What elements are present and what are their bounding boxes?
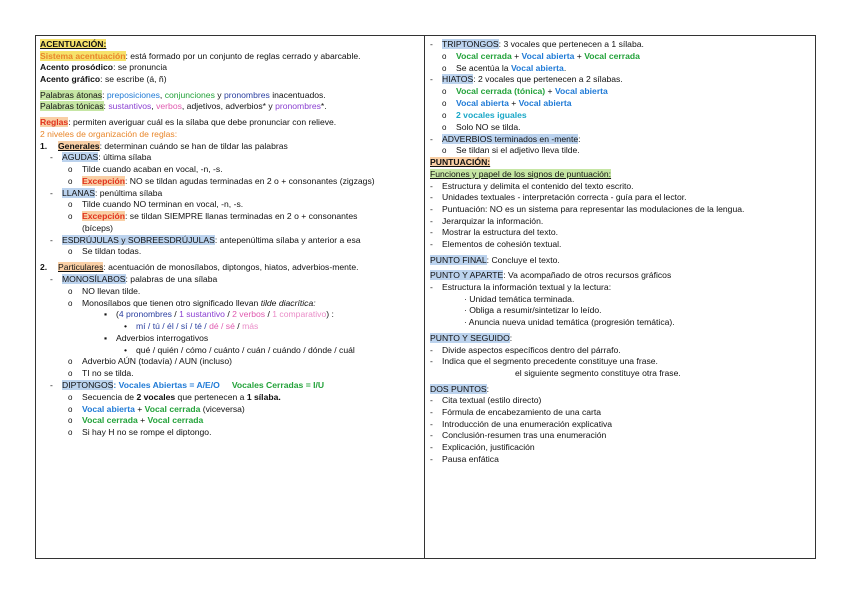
funciones-item-2: - Unidades textuales - interpretación correcta - guía para el lector. (430, 192, 687, 203)
punto-seguido-item-2: - Indica que el segmento precedente constituye una frase. (430, 356, 658, 367)
triptongos-item-1: o Vocal cerrada + Vocal abierta + Vocal cerrada (442, 50, 640, 61)
punto-seguido-item-2-cont: el siguiente segmento constituye otra frase. (515, 367, 681, 378)
funciones-title: Funciones y papel de los signos de puntuación: (430, 168, 612, 179)
agudas-item-2: o Excepción: NO se tildan agudas terminadas en 2 o + consonantes (zigzags) (68, 175, 375, 186)
monosilabos-item-2: o Monosílabos que tienen otro significado llevan tilde diacrítica: (68, 297, 316, 308)
funciones-item-3: - Puntuación: NO es un sistema para representar las modulaciones de la lengua. (430, 203, 745, 214)
sistema-line: Sistema acentuación: está formado por un conjunto de reglas cerrado y abarcable. (40, 50, 361, 61)
reglas-line: Reglas: permiten averiguar cuál es la sílaba que debe pronunciar con relieve. (40, 117, 337, 128)
diptongos-item-4: o Si hay H no se rompe el diptongo. (68, 427, 212, 438)
llanas-item-2-cont: (bíceps) (82, 223, 114, 234)
punto-seguido-line: PUNTO Y SEGUIDO: (430, 332, 513, 343)
diacritica-words: • mí / tú / él / sí / té / dé / sé / más (124, 321, 259, 332)
prosodico-line: Acento prosódico: se pronuncia (40, 62, 168, 73)
particulares-line: 2. Particulares: acentuación de monosílabos, diptongos, hiatos, adverbios-mente. (40, 262, 359, 273)
generales-line: 1. Generales: determinan cuándo se han de tildar las palabras (40, 140, 288, 151)
punto-aparte-sub-3: · Anuncia nueva unidad temática (progresión temática). (464, 317, 675, 328)
adverbios-mente-item: o Se tildan si el adjetivo lleva tilde. (442, 145, 580, 156)
diptongos-item-2: o Vocal abierta + Vocal cerrada (viceversa) (68, 403, 245, 414)
hiatos-item-1: o Vocal cerrada (tónica) + Vocal abierta (442, 86, 608, 97)
llanas-item-1: o Tilde cuando NO terminan en vocal, -n, -s. (68, 199, 244, 210)
funciones-item-5: - Mostrar la estructura del texto. (430, 227, 559, 238)
triptongos-line: - TRIPTONGOS: 3 vocales que pertenecen a 1 sílaba. (430, 39, 644, 49)
diacritica-categories: ▪ (4 pronombres / 1 sustantivo / 2 verbos / 1 comparativo) : (104, 309, 334, 320)
monosilabos-item-1: o NO llevan tilde. (68, 285, 141, 296)
dos-puntos-item-5: - Explicación, justificación (430, 442, 535, 452)
funciones-item-1: - Estructura y delimita el contenido del texto escrito. (430, 180, 634, 191)
dos-puntos-item-2: - Fórmula de encabezamiento de una carta (430, 406, 602, 417)
adverbios-interrogativos: ▪ Adverbios interrogativos (104, 332, 209, 343)
punto-aparte-line: PUNTO Y APARTE: Va acompañado de otros recursos gráficos (430, 270, 672, 281)
hiatos-item-4: o Solo NO se tilda. (442, 121, 521, 132)
punto-aparte-item: - Estructura la información textual y la lectura: (430, 282, 612, 293)
monosilabos-item-ti: o TI no se tilda. (68, 368, 134, 379)
diptongos-line: - DIPTONGOS: Vocales Abiertas = A/E/O Vocales Cerradas = I/U (50, 379, 325, 390)
triptongos-item-2: o Se acentúa la Vocal abierta. (442, 62, 567, 73)
hiatos-item-3: o 2 vocales iguales (442, 109, 527, 120)
punto-final-line: PUNTO FINAL: Concluye el texto. (430, 254, 560, 265)
llanas-item-2: o Excepción: se tildan SIEMPRE llanas terminadas en 2 o + consonantes (68, 211, 358, 222)
esdrujulas-item-1: o Se tildan todas. (68, 246, 142, 257)
acentuacion-title: ACENTUACIÓN: (40, 39, 107, 49)
esdrujulas-line: - ESDRÚJULAS y SOBREESDRÚJULAS: antepenúltima sílaba y anterior a esa (50, 234, 361, 245)
funciones-item-4: - Jerarquizar la información. (430, 215, 544, 226)
hiatos-line: - HIATOS: 2 vocales que pertenecen a 2 sílabas. (430, 74, 623, 85)
dos-puntos-item-4: - Conclusión-resumen tras una enumeración (430, 430, 607, 441)
funciones-item-6: - Elementos de cohesión textual. (430, 239, 562, 249)
interrogativos-words: • qué / quién / cómo / cuánto / cuán / cuándo / dónde / cuál (124, 344, 355, 355)
atonas-line: Palabras átonas: preposiciones, conjunciones y pronombres inacentuados. (40, 89, 326, 100)
punto-aparte-sub-1: · Unidad temática terminada. (464, 293, 575, 304)
dos-puntos-item-1: - Cita textual (estilo directo) (430, 395, 542, 406)
agudas-line: - AGUDAS: última sílaba (50, 152, 152, 163)
punto-aparte-sub-2: · Obliga a resumir/sintetizar lo leído. (464, 305, 602, 316)
dos-puntos-line: DOS PUNTOS: (430, 383, 490, 394)
right-column (425, 36, 815, 558)
monosilabos-line: - MONOSÍLABOS: palabras de una sílaba (50, 274, 218, 284)
tonicas-line: Palabras tónicas: sustantivos, verbos, adjetivos, adverbios* y pronombres*. (40, 101, 327, 112)
puntuacion-title: PUNTUACIÓN: (430, 157, 491, 168)
notes-sheet (35, 35, 816, 559)
llanas-line: - LLANAS: penúltima sílaba (50, 187, 163, 198)
hiatos-item-2: o Vocal abierta + Vocal abierta (442, 98, 572, 108)
agudas-item-1: o Tilde cuando acaban en vocal, -n, -s. (68, 163, 223, 174)
diptongos-item-1: o Secuencia de 2 vocales que pertenecen a 1 sílaba. (68, 391, 281, 402)
dos-puntos-item-3: - Introducción de una enumeración explicativa (430, 418, 613, 429)
dos-puntos-item-6: - Pausa enfática (430, 453, 499, 464)
left-column (36, 36, 425, 558)
niveles-line: 2 niveles de organización de reglas: (40, 128, 178, 139)
diptongos-item-3: o Vocal cerrada + Vocal cerrada (68, 415, 204, 426)
adverbios-mente-line: - ADVERBIOS terminados en -mente: (430, 133, 581, 144)
grafico-line: Acento gráfico: se escribe (á, ñ) (40, 74, 167, 85)
monosilabos-item-aun: o Adverbio AÚN (todavía) / AUN (incluso) (68, 356, 232, 367)
punto-seguido-item-1: - Divide aspectos específicos dentro del párrafo. (430, 344, 621, 355)
